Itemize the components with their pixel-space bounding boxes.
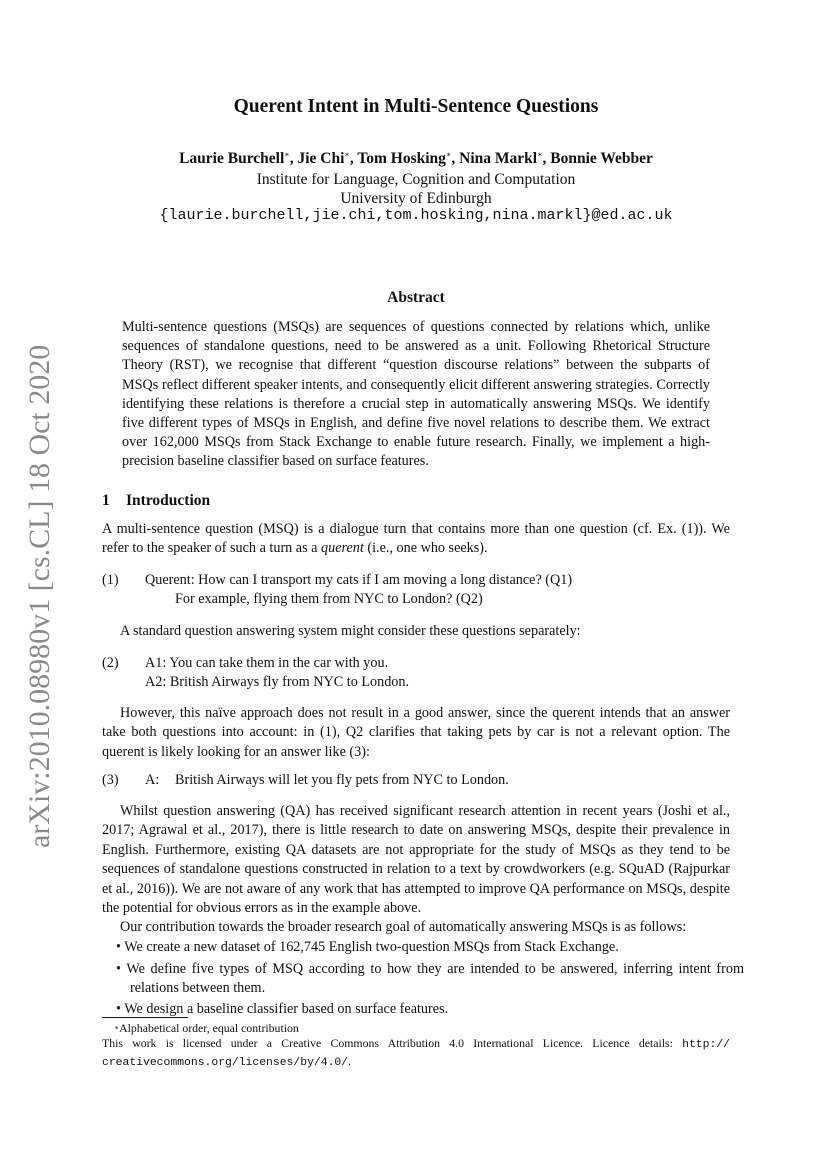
paragraph: Our contribution towards the broader research goal of automatically answering MSQs is as follows: [120,919,687,935]
list-item: • We design a baseline classifier based on surface features. [116,1001,449,1017]
author-emails: {laurie.burchell,jie.chi,tom.hosking,nina.markl}@ed.ac.uk [159,207,673,224]
abstract-text: Multi-sentence questions (MSQs) are sequences of questions connected by relations which, unlike sequences of standalone questions, need to be answered as a unit. Following Rhetorical Structure Theory (RST), we recognise that different “question discourse relations” between the subparts of MSQs reflect different speaker intents, and consequently elicit different answering strategies. Correctly identifying these relations is therefore a crucial step in automatically answering MSQs. We identify five different types of MSQs in English, and define five novel relations to describe them. We extract over 162,000 MSQs from Stack Exchange to enable future research. Finally, we implement a high-precision baseline classifier based on surface features. [122,319,710,470]
author-list: Laurie Burchell∗, Jie Chi∗, Tom Hosking∗, Nina Markl∗, Bonnie Webber [179,150,653,167]
footnote-rule [102,1017,188,1018]
section-heading: 1 Introduction [102,492,211,509]
example-line: A1: You can take them in the car with you. [145,655,389,671]
author: Jie Chi∗ [297,150,350,167]
paragraph: Whilst question answering (QA) has received significant research attention in recent years (Joshi et al., 2017; Agrawal et al., 2017), there is little research to date on answering MSQs, despite their prevalence in English. Furthermore, existing QA datasets are not appropriate for the study of MSQs as they tend to be sequences of standalone questions constructed in relation to a text by crowdworkers (e.g. SQuAD (Rajpurkar et al., 2016)). We are not aware of any work that has attempted to improve QA performance on MSQs, despite the potential for obvious errors as in the example above. [102,803,730,917]
example-number: (2) [102,655,119,671]
example-line: A2: British Airways fly from NYC to London. [145,674,410,690]
paragraph: However, this naïve approach does not result in a good answer, since the querent intends that an answer take both questions into account: in (1), Q2 clarifies that taking pets by car is not a relevant option. The querent is likely looking for an answer like (3): [102,705,730,760]
paragraph-intro: A multi-sentence question (MSQ) is a dialogue turn that contains more than one question (cf. Ex. (1)). We refer to the speaker of such a turn as a querent (i.e., one who seeks). [102,521,730,557]
abstract-heading: Abstract [387,289,445,306]
paper-title: Querent Intent in Multi-Sentence Questions [233,96,599,117]
affiliation: Institute for Language, Cognition and Computation [256,171,576,188]
example-number: (3) [102,772,119,788]
list-item: • We define five types of MSQ according to how they are intended to be answered, inferring intent from relations between them. [116,961,744,997]
example-line: Querent: How can I transport my cats if I am moving a long distance? (Q1) [145,572,573,588]
author: Nina Markl∗ [459,150,543,167]
author: Bonnie Webber [550,150,653,167]
example-number: (1) [102,572,119,588]
paragraph: A standard question answering system might consider these questions separately: [120,623,581,639]
example-label: A: [145,772,160,788]
arxiv-sidebar-stamp: arXiv:2010.08980v1 [cs.CL] 18 Oct 2020 [23,344,56,848]
list-item: • We create a new dataset of 162,745 English two-question MSQs from Stack Exchange. [116,939,619,955]
footnote: ∗Alphabetical order, equal contribution [114,1021,299,1035]
license-footnote: This work is licensed under a Creative Commons Attribution 4.0 International Licence. Licence details: http:// creativecommons.org/licenses/by/4.0/. [102,1036,730,1069]
university: University of Edinburgh [340,190,492,207]
example-line: For example, flying them from NYC to London? (Q2) [175,591,483,607]
example-line: British Airways will let you fly pets from NYC to London. [175,772,509,788]
author: Laurie Burchell∗ [179,150,290,167]
author: Tom Hosking∗ [357,150,452,167]
